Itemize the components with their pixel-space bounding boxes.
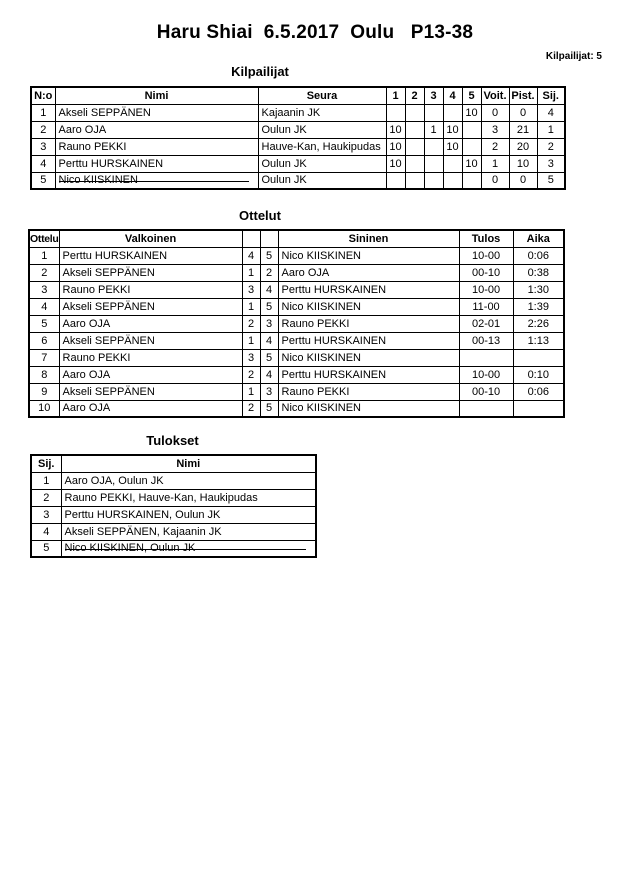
cell-blue-no: 5 — [260, 298, 278, 315]
cell-points: 21 — [509, 121, 537, 138]
cell-white-no: 1 — [242, 264, 260, 281]
col-header-time: Aika — [513, 230, 564, 247]
cell-white-no: 2 — [242, 366, 260, 383]
cell-no: 2 — [31, 121, 55, 138]
cell-match-no: 2 — [29, 264, 59, 281]
cell-wins: 0 — [481, 104, 509, 121]
col-header-result: Tulos — [459, 230, 513, 247]
cell-name: Akseli SEPPÄNEN — [55, 104, 258, 121]
cell-match-no: 4 — [29, 298, 59, 315]
cell-blue-no: 5 — [260, 349, 278, 366]
match-row — [29, 298, 564, 315]
kilpailijat-header-row — [31, 87, 565, 104]
cell-score-4 — [443, 104, 462, 121]
cell-wins: 3 — [481, 121, 509, 138]
col-header-name: Nimi — [61, 455, 316, 472]
cell-result: 00-13 — [459, 332, 513, 349]
cell-no: 4 — [31, 155, 55, 172]
cell-white-no: 3 — [242, 349, 260, 366]
cell-match-no: 6 — [29, 332, 59, 349]
cell-blue-no: 5 — [260, 247, 278, 264]
cell-match-no: 8 — [29, 366, 59, 383]
cell-no: 3 — [31, 138, 55, 155]
competitor-row — [31, 104, 565, 121]
cell-score-5 — [462, 121, 481, 138]
cell-white-no: 2 — [242, 400, 260, 417]
cell-white-name: Aaro OJA — [59, 366, 242, 383]
tulokset-table — [30, 454, 317, 558]
col-header-name: Nimi — [55, 87, 258, 104]
cell-place: 4 — [537, 104, 565, 121]
cell-points: 20 — [509, 138, 537, 155]
cell-result: 11-00 — [459, 298, 513, 315]
cell-result: 00-10 — [459, 383, 513, 400]
cell-result: 10-00 — [459, 247, 513, 264]
cell-match-no: 7 — [29, 349, 59, 366]
cell-result: 02-01 — [459, 315, 513, 332]
cell-result — [459, 349, 513, 366]
cell-score-2 — [405, 104, 424, 121]
cell-result: 10-00 — [459, 366, 513, 383]
cell-place: 3 — [31, 506, 61, 523]
result-row — [31, 523, 316, 540]
match-row — [29, 281, 564, 298]
col-header-match: Ottelu — [29, 230, 59, 247]
cell-white-name: Rauno PEKKI — [59, 281, 242, 298]
cell-score-3 — [424, 172, 443, 189]
cell-score-1: 10 — [386, 121, 405, 138]
cell-name: Rauno PEKKI — [55, 138, 258, 155]
col-header-2: 2 — [405, 87, 424, 104]
cell-white-name: Akseli SEPPÄNEN — [59, 332, 242, 349]
competitor-row — [31, 172, 565, 189]
cell-match-no: 5 — [29, 315, 59, 332]
match-row — [29, 366, 564, 383]
cell-blue-no: 3 — [260, 315, 278, 332]
cell-club: Oulun JK — [258, 155, 386, 172]
cell-score-1: 10 — [386, 155, 405, 172]
cell-place: 1 — [537, 121, 565, 138]
cell-white-name: Aaro OJA — [59, 400, 242, 417]
cell-place: 5 — [537, 172, 565, 189]
cell-points: 0 — [509, 172, 537, 189]
cell-time: 1:39 — [513, 298, 564, 315]
cell-score-5: 10 — [462, 104, 481, 121]
cell-score-1 — [386, 172, 405, 189]
cell-wins: 2 — [481, 138, 509, 155]
cell-time: 1:30 — [513, 281, 564, 298]
cell-time: 1:13 — [513, 332, 564, 349]
col-header-place: Sij. — [31, 455, 61, 472]
cell-time: 0:06 — [513, 383, 564, 400]
cell-time: 0:38 — [513, 264, 564, 281]
cell-match-no: 10 — [29, 400, 59, 417]
cell-blue-name: Perttu HURSKAINEN — [278, 281, 459, 298]
cell-white-name: Rauno PEKKI — [59, 349, 242, 366]
cell-score-2 — [405, 138, 424, 155]
cell-blue-name: Perttu HURSKAINEN — [278, 366, 459, 383]
match-row — [29, 383, 564, 400]
cell-name: Aaro OJA, Oulun JK — [61, 472, 316, 489]
cell-score-2 — [405, 172, 424, 189]
cell-points: 0 — [509, 104, 537, 121]
cell-score-5 — [462, 138, 481, 155]
kilpailijat-heading: Kilpailijat — [231, 64, 289, 79]
cell-score-2 — [405, 121, 424, 138]
cell-club: Oulun JK — [258, 172, 386, 189]
match-row — [29, 264, 564, 281]
col-header-no: N:o — [31, 87, 55, 104]
col-header-white-number — [242, 230, 260, 247]
competitor-row — [31, 155, 565, 172]
cell-score-3: 1 — [424, 121, 443, 138]
cell-time: 2:26 — [513, 315, 564, 332]
ottelut-heading: Ottelut — [239, 208, 281, 223]
cell-no: 5 — [31, 172, 55, 189]
page-title: Haru Shiai 6.5.2017 Oulu P13-38 — [156, 22, 474, 43]
cell-white-no: 1 — [242, 332, 260, 349]
cell-blue-name: Perttu HURSKAINEN — [278, 332, 459, 349]
cell-time: 0:10 — [513, 366, 564, 383]
cell-score-5: 10 — [462, 155, 481, 172]
cell-score-1 — [386, 104, 405, 121]
cell-score-3 — [424, 104, 443, 121]
cell-white-no: 4 — [242, 247, 260, 264]
cell-blue-name: Nico KIISKINEN — [278, 298, 459, 315]
cell-score-2 — [405, 155, 424, 172]
match-row — [29, 315, 564, 332]
cell-blue-name: Nico KIISKINEN — [278, 247, 459, 264]
col-header-1: 1 — [386, 87, 405, 104]
cell-result: 10-00 — [459, 281, 513, 298]
competitor-row — [31, 138, 565, 155]
cell-white-no: 1 — [242, 298, 260, 315]
cell-score-5 — [462, 172, 481, 189]
cell-blue-no: 4 — [260, 366, 278, 383]
cell-blue-name: Rauno PEKKI — [278, 383, 459, 400]
cell-white-name: Aaro OJA — [59, 315, 242, 332]
tulokset-heading: Tulokset — [146, 433, 199, 448]
cell-name: Akseli SEPPÄNEN, Kajaanin JK — [61, 523, 316, 540]
cell-score-4 — [443, 172, 462, 189]
cell-no: 1 — [31, 104, 55, 121]
cell-white-name: Perttu HURSKAINEN — [59, 247, 242, 264]
cell-score-4: 10 — [443, 121, 462, 138]
cell-wins: 1 — [481, 155, 509, 172]
competitors-count: Kilpailijat: 5 — [545, 51, 602, 62]
cell-blue-name: Nico KIISKINEN — [278, 349, 459, 366]
match-row — [29, 332, 564, 349]
cell-name: Perttu HURSKAINEN, Oulun JK — [61, 506, 316, 523]
cell-blue-no: 5 — [260, 400, 278, 417]
cell-name: Rauno PEKKI, Hauve-Kan, Haukipudas — [61, 489, 316, 506]
cell-result — [459, 400, 513, 417]
cell-white-no: 3 — [242, 281, 260, 298]
cell-time: 0:06 — [513, 247, 564, 264]
match-row — [29, 400, 564, 417]
col-header-place: Sij. — [537, 87, 565, 104]
cell-white-name: Akseli SEPPÄNEN — [59, 383, 242, 400]
cell-club: Oulun JK — [258, 121, 386, 138]
col-header-club: Seura — [258, 87, 386, 104]
result-row — [31, 506, 316, 523]
cell-white-no: 2 — [242, 315, 260, 332]
cell-time — [513, 400, 564, 417]
cell-white-name: Akseli SEPPÄNEN — [59, 264, 242, 281]
match-row — [29, 247, 564, 264]
cell-white-name: Akseli SEPPÄNEN — [59, 298, 242, 315]
col-header-blue: Sininen — [278, 230, 459, 247]
cell-place: 2 — [31, 489, 61, 506]
cell-time — [513, 349, 564, 366]
cell-name: Perttu HURSKAINEN — [55, 155, 258, 172]
col-header-points: Pist. — [509, 87, 537, 104]
col-header-3: 3 — [424, 87, 443, 104]
cell-wins: 0 — [481, 172, 509, 189]
cell-place: 5 — [31, 540, 61, 557]
result-row — [31, 472, 316, 489]
cell-name: Nico KIISKINEN — [55, 172, 258, 189]
cell-points: 10 — [509, 155, 537, 172]
cell-match-no: 1 — [29, 247, 59, 264]
cell-club: Hauve-Kan, Haukipudas — [258, 138, 386, 155]
cell-result: 00-10 — [459, 264, 513, 281]
cell-match-no: 3 — [29, 281, 59, 298]
ottelut-header-row — [29, 230, 564, 247]
cell-match-no: 9 — [29, 383, 59, 400]
cell-score-1: 10 — [386, 138, 405, 155]
result-row — [31, 540, 316, 557]
cell-blue-name: Nico KIISKINEN — [278, 400, 459, 417]
ottelut-table — [28, 229, 565, 418]
result-row — [31, 489, 316, 506]
col-header-blue-number — [260, 230, 278, 247]
kilpailijat-table — [30, 86, 566, 190]
col-header-4: 4 — [443, 87, 462, 104]
cell-blue-name: Rauno PEKKI — [278, 315, 459, 332]
cell-score-4 — [443, 155, 462, 172]
cell-score-4: 10 — [443, 138, 462, 155]
col-header-5: 5 — [462, 87, 481, 104]
cell-blue-name: Aaro OJA — [278, 264, 459, 281]
competitor-row — [31, 121, 565, 138]
cell-score-3 — [424, 138, 443, 155]
cell-name: Aaro OJA — [55, 121, 258, 138]
match-row — [29, 349, 564, 366]
cell-place: 3 — [537, 155, 565, 172]
tulokset-header-row — [31, 455, 316, 472]
cell-name: Nico KIISKINEN, Oulun JK — [61, 540, 316, 557]
cell-place: 2 — [537, 138, 565, 155]
cell-blue-no: 2 — [260, 264, 278, 281]
col-header-wins: Voit. — [481, 87, 509, 104]
col-header-white: Valkoinen — [59, 230, 242, 247]
cell-score-3 — [424, 155, 443, 172]
cell-blue-no: 3 — [260, 383, 278, 400]
cell-club: Kajaanin JK — [258, 104, 386, 121]
cell-blue-no: 4 — [260, 281, 278, 298]
cell-blue-no: 4 — [260, 332, 278, 349]
cell-place: 4 — [31, 523, 61, 540]
cell-place: 1 — [31, 472, 61, 489]
cell-white-no: 1 — [242, 383, 260, 400]
